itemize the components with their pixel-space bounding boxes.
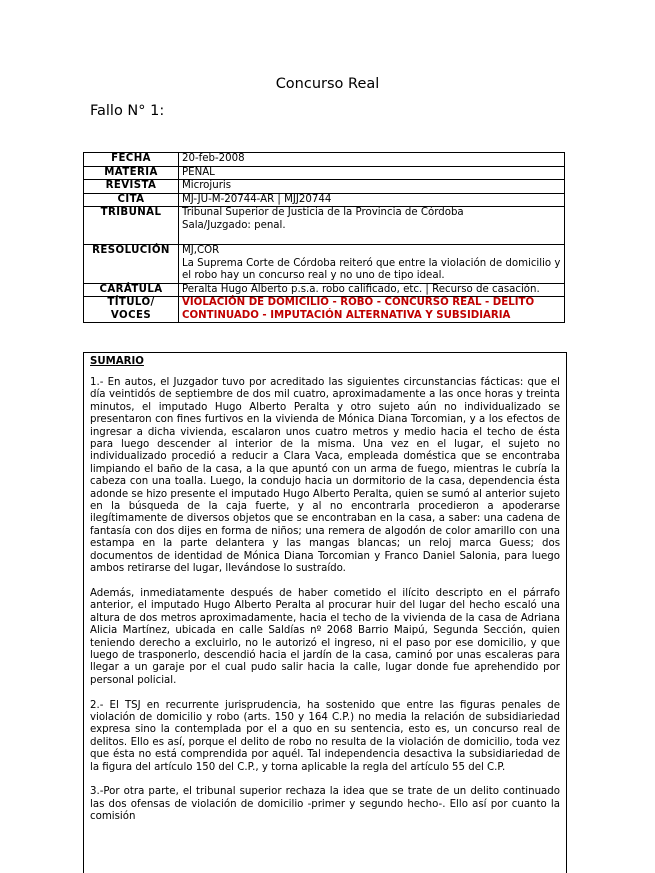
fallo-heading: Fallo N° 1: xyxy=(90,103,165,119)
row-fecha xyxy=(84,153,565,167)
value-tribunal xyxy=(179,207,565,245)
label-caratula: CARÁTULA xyxy=(84,283,179,297)
row-caratula xyxy=(84,283,565,297)
label-resolucion: RESOLUCIÓN xyxy=(84,245,179,284)
value-cita: MJ-JU-M-20744-AR | MJJ20744 xyxy=(179,193,565,207)
metadata-table xyxy=(83,152,565,323)
label-titulo xyxy=(84,297,179,323)
value-materia: PENAL xyxy=(179,166,565,180)
value-resolucion xyxy=(179,245,565,284)
label-materia: MATERIA xyxy=(84,166,179,180)
sumario-paragraph-2: Además, inmediatamente después de haber cometido el ilícito descripto en el párrafo anterior, el imputado Hugo Alberto Peralta al procurar huir del lugar del hecho escaló una altura de dos metros aproximadamente, hacia el techo de la vivienda de la casa de Adriana Alicia Martínez, ubicada en calle Saldías nº 2068 Barrio Maipú, Segunda Sección, quien teniendo derecho a excluirlo, no le autorizó el ingreso, ni el paso por ese domicilio, y que luego de trasponerlo, descendió hacia el jardín de la casa, caminó por unas escaleras para llegar a un garaje por el cual pudo salir hacia la calle, lugar donde fue aprehendido por personal policial. xyxy=(90,587,560,686)
row-tribunal xyxy=(84,207,565,245)
row-revista xyxy=(84,180,565,194)
sumario-text xyxy=(90,377,560,836)
resolucion-text: La Suprema Corte de Córdoba reiteró que entre la violación de domicilio y el robo hay un concurso real y no uno de tipo ideal. xyxy=(182,257,561,281)
resolucion-code: MJ,COR xyxy=(182,245,220,256)
sumario-paragraph-3: 2.- El TSJ en recurrente jurisprudencia, ha sostenido que entre las figuras penales de violación de domicilio y robo (arts. 150 y 164 C.P.) no media la relación de subsidiariedad expresa sino la contemplada por el a quo en su sentencia, esto es, un concurso real de delitos. Ello es así, porque el delito de robo no resulta de la violación de domicilio, toda vez que ésta no está comprendida por aquél. Tal independencia desactiva la subsidiariedad de la figura del artículo 150 del C.P., y torna aplicable la regla del artículo 55 del C.P. xyxy=(90,699,560,773)
sumario-heading: SUMARIO xyxy=(90,356,144,367)
row-titulo xyxy=(84,297,565,323)
page-title: Concurso Real xyxy=(275,76,380,92)
sumario-paragraph-1: 1.- En autos, el Juzgador tuvo por acreditado las siguientes circunstancias fácticas: que el día veintidós de septiembre de dos mil cuatro, aproximadamente a las once horas y treinta minutos, el imputado Hugo Alberto Peralta y otro sujeto aún no individualizado se presentaron con fines furtivos en la vivienda de Mónica Diana Torcomian, y a los efectos de ingresar a dicha vivienda, escalaron unos cuatro metros y medio hacia el techo de ésta para luego descender al interior de la misma. Una vez en el lugar, el sujeto no individualizado procedió a reducir a Clara Vaca, empleada doméstica que se encontraba limpiando el baño de la casa, a la que apuntó con un arma de fuego, mientras le cubría la cabeza con una toalla. Luego, la condujo hacia un dormitorio de la casa, dependencia ésta adonde se hizo presente el imputado Hugo Alberto Peralta, quien se sumó al anterior sujeto en la búsqueda de la caja fuerte, y al no encontrarla procedieron a apoderarse ilegítimamente de diversos objetos que se encontraban en la casa, a saber: una cadena de fantasía con dos dijes en forma de niños; una remera de algodón de color amarillo con una estampa en la parte delantera y las mangas blancas; un reloj marca Guess; dos documentos de identidad de Mónica Diana Torcomian y Franco Daniel Salonia, para luego ambos retirarse del lugar, llevándose lo sustraído. xyxy=(90,377,560,575)
label-titulo-line1: TÍTULO/ xyxy=(107,297,155,308)
label-revista: REVISTA xyxy=(84,180,179,194)
value-caratula: Peralta Hugo Alberto p.s.a. robo calificado, etc. | Recurso de casación. xyxy=(179,283,565,297)
label-titulo-line2: VOCES xyxy=(110,309,152,321)
value-revista: Microjuris xyxy=(179,180,565,194)
value-fecha: 20-feb-2008 xyxy=(179,153,565,167)
tribunal-sala: Sala/Juzgado: penal. xyxy=(182,219,286,231)
row-cita xyxy=(84,193,565,207)
row-resolucion xyxy=(84,245,565,284)
row-materia xyxy=(84,166,565,180)
value-titulo-voces: VIOLACIÓN DE DOMICILIO - ROBO - CONCURSO REAL - DELITO CONTINUADO - IMPUTACIÓN ALTERNATIVA Y SUBSIDIARIA xyxy=(179,297,565,323)
label-fecha: FECHA xyxy=(84,153,179,167)
sumario-paragraph-4: 3.-Por otra parte, el tribunal superior rechaza la idea que se trate de un delito continuado las dos ofensas de violación de domicilio -primer y segundo hecho-. Ello así por cuanto la comisión xyxy=(90,786,560,823)
tribunal-name: Tribunal Superior de Justicia de la Provincia de Córdoba xyxy=(182,207,464,218)
label-cita: CITA xyxy=(84,193,179,207)
label-tribunal: TRIBUNAL xyxy=(84,207,179,245)
